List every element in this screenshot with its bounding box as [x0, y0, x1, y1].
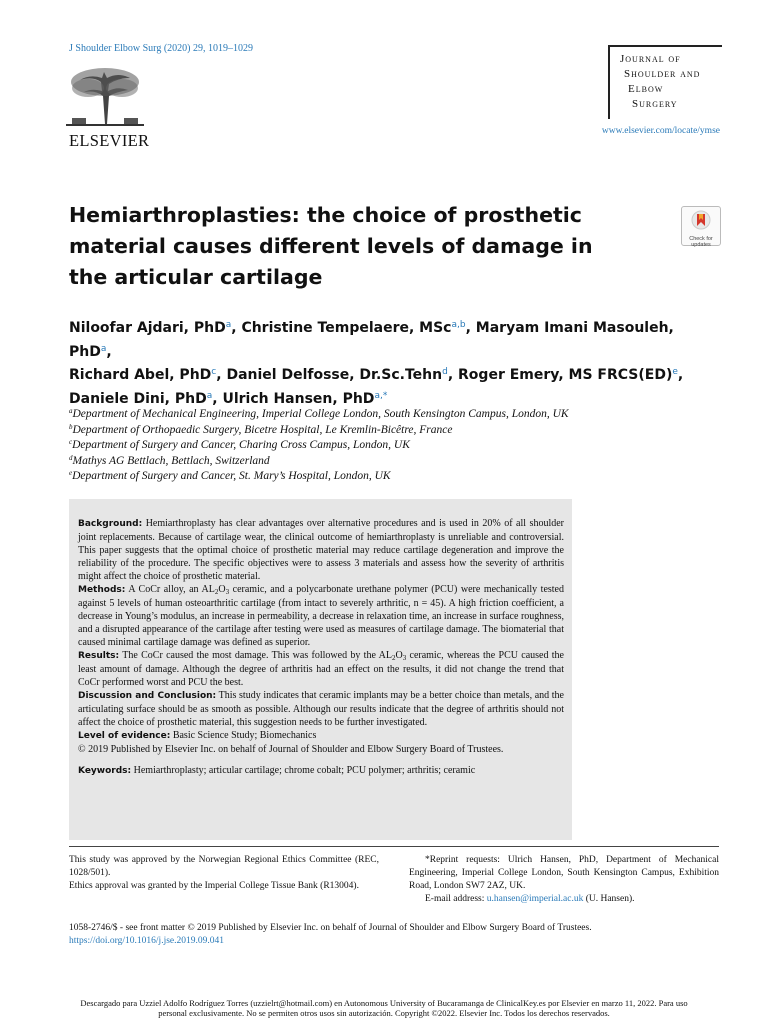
front-matter-text: 1058-2746/$ - see front matter © 2019 Published by Elsevier Inc. on behalf of Journal of Shoulder and Elbow Surgery Board of Trustees. — [69, 923, 592, 933]
affiliation-item — [69, 407, 709, 423]
abstract-copyright: © 2019 Published by Elsevier Inc. on behalf of Journal of Shoulder and Elbow Surgery Board of Trustees. — [78, 744, 504, 755]
author-affiliation-mark[interactable]: a — [100, 343, 107, 354]
download-notice: Descargado para Uzziel Adolfo Rodríguez Torres (uzzielrt@hotmail.com) en Autonomous University of Bucaramanga de ClinicalKey.es por Elsevier en marzo 11, 2022. Para uso personal exclusivamente. No se permiten otros usos sin autorización. Copyright ©2022. Elsevier Inc. Todos los derechos reservados. — [80, 998, 688, 1018]
author-separator: , — [106, 343, 112, 360]
ethics-statement-2: Ethics approval was granted by the Imperial College Tissue Bank (R13004). — [69, 881, 359, 891]
section-text: O — [395, 650, 403, 661]
publisher-name: ELSEVIER — [69, 131, 150, 150]
affiliation-text: Mathys AG Bettlach, Bettlach, Switzerland — [72, 454, 270, 467]
email-label: E-mail address: — [425, 894, 485, 904]
author-affiliation-mark[interactable]: c — [211, 367, 217, 377]
section-text: O — [218, 584, 226, 595]
journal-name-line-4: Surgery — [632, 98, 678, 110]
author-separator: , — [447, 367, 459, 383]
section-text: The CoCr caused the most damage. This was followed by the AL — [122, 650, 392, 661]
author-name: Daniel Delfosse, Dr.Sc.Tehn — [226, 367, 443, 383]
section-label: Keywords: — [78, 766, 132, 776]
journal-url-link[interactable]: www.elsevier.com/locate/ymse — [601, 126, 720, 136]
affiliation-item — [69, 423, 709, 439]
subscript: 2 — [214, 588, 219, 596]
section-text: Hemiarthroplasty has clear advantages over alternative procedures and is used in 20% of all shoulder joint replacements. Because of cartilage wear, the clinical outcome of hemiarthroplasty is unreliable and controversial. This paper suggests that the optimal choice of prosthetic material may reduce cartilage degeneration and improve the reliability of the procedure. The specific objectives were to assess 3 materials and assess how the severity of arthritis might affect the choice of prosthetic material. — [78, 518, 564, 582]
subscript: 3 — [402, 654, 407, 662]
journal-name-line-1: Journal of — [620, 53, 681, 65]
author-affiliation-mark[interactable]: a — [206, 390, 213, 401]
affiliation-mark: d — [69, 453, 73, 462]
abstract-background — [78, 517, 564, 583]
author-separator: , — [216, 367, 227, 383]
footnote-divider — [69, 846, 719, 847]
author-name: Roger Emery, MS FRCS(ED) — [458, 367, 673, 383]
section-text: Hemiarthroplasty; articular cartilage; chrome cobalt; PCU polymer; arthritis; ceramic — [133, 765, 476, 776]
ethics-footnote — [69, 854, 379, 893]
affiliation-item — [69, 469, 709, 485]
affiliation-mark: a — [69, 407, 73, 415]
abstract-level — [78, 729, 564, 743]
doi-link[interactable]: https://doi.org/10.1016/j.jse.2019.09.041 — [69, 936, 224, 946]
affiliation-text: Department of Surgery and Cancer, St. Mary’s Hospital, London, UK — [72, 470, 391, 482]
reprint-requests: *Reprint requests: Ulrich Hansen, PhD, Department of Mechanical Engineering, Imperial College London, South Kensington Campus, Exhibition Road, London SW7 2AZ, UK. — [409, 855, 719, 891]
affiliation-list — [69, 407, 709, 485]
email-link[interactable]: u.hansen@imperial.ac.uk — [486, 894, 584, 904]
author-name: Richard Abel, PhD — [69, 367, 212, 383]
journal-logo — [608, 45, 722, 119]
author-list — [69, 317, 709, 411]
author-name: Daniele Dini, PhD — [69, 390, 207, 407]
section-text: A CoCr alloy, an AL — [128, 584, 215, 595]
section-label: Background: — [78, 519, 143, 529]
section-text: ceramic, and a polycarbonate urethane polymer (PCU) were mechanically tested against 5 levels of human osteoarthritic cartilage (from intact to severely arthritic, n = 45). A high friction coefficient, a decrease in Young’s modulus, an increase in permeability, a decrease in relaxation time, an increase in surface roughness, and a disrupted appearance of the cartilage after testing were used as measures of cartilage damage. The biomaterial that caused minimal cartilage damage was defined as superior. — [78, 584, 564, 648]
elsevier-tree-logo — [66, 66, 144, 126]
affiliation-item — [69, 454, 709, 470]
journal-citation[interactable]: J Shoulder Elbow Surg (2020) 29, 1019–1029 — [69, 43, 253, 54]
author-separator: , — [231, 320, 242, 336]
article-title: Hemiarthroplasties: the choice of prosthetic material causes different levels of damage in the articular cartilage — [69, 203, 593, 289]
section-label: Results: — [78, 651, 120, 661]
journal-name-line-3: Elbow — [628, 83, 664, 95]
ethics-statement-1: This study was approved by the Norwegian Regional Ethics Committee (REC, 1028/501). — [69, 855, 379, 878]
author-affiliation-mark[interactable]: e — [672, 367, 678, 377]
affiliation-text: Department of Orthopaedic Surgery, Bicetre Hospital, Le Kremlin-Bicêtre, France — [72, 423, 453, 436]
section-text: This study indicates that ceramic implants may be a better choice than metals, and the articulating surface should be as smooth as possible. Although our results indicate that the degree of arthritis should not affect the choice of prosthetic material, this suggestion needs to be further investigated. — [78, 690, 564, 728]
author-separator: , — [677, 367, 684, 383]
section-text: Basic Science Study; Biomechanics — [172, 730, 317, 741]
author-separator: , — [465, 320, 476, 336]
affiliation-mark: c — [69, 438, 73, 446]
abstract-keywords — [78, 764, 564, 778]
affiliation-item — [69, 438, 709, 454]
author-name: Christine Tempelaere, MSc — [241, 320, 452, 336]
bookmark-icon — [691, 210, 711, 230]
affiliation-mark: b — [69, 422, 73, 431]
section-label: Methods: — [78, 585, 126, 595]
journal-name-line-2: Shoulder and — [624, 68, 701, 80]
affiliation-text: Department of Mechanical Engineering, Imperial College London, South Kensington Campus, London, UK — [72, 408, 569, 420]
abstract-results — [78, 649, 564, 689]
check-for-updates-button[interactable] — [681, 206, 721, 246]
author-separator: , — [212, 390, 223, 407]
email-line — [409, 893, 719, 906]
email-suffix: (U. Hansen). — [585, 894, 635, 904]
author-name: Maryam Imani Masouleh, PhD — [69, 320, 674, 360]
abstract-discussion — [78, 689, 564, 729]
affiliation-text: Department of Surgery and Cancer, Charing Cross Campus, London, UK — [72, 439, 410, 451]
reprint-footnote — [409, 854, 719, 906]
check-for-updates-label: Check for updates — [689, 236, 713, 248]
front-matter — [69, 922, 719, 948]
subscript: 2 — [391, 654, 396, 662]
abstract-methods — [78, 583, 564, 649]
section-text: ceramic, whereas the PCU caused the least amount of damage. Although the degree of arthritis had an effect on the results, it did not change the trend that CoCr performed worst and PCU the best. — [78, 650, 564, 688]
author-affiliation-mark[interactable]: a,* — [374, 390, 388, 401]
author-name: Ulrich Hansen, PhD — [222, 390, 375, 407]
author-affiliation-mark[interactable]: a,b — [451, 320, 466, 330]
section-label: Discussion and Conclusion: — [78, 691, 217, 701]
author-affiliation-mark[interactable]: d — [442, 367, 448, 377]
affiliation-mark: e — [69, 469, 73, 477]
abstract — [78, 517, 564, 778]
author-name: Niloofar Ajdari, PhD — [69, 320, 226, 336]
section-label: Level of evidence: — [78, 731, 171, 741]
author-affiliation-mark[interactable]: a — [225, 320, 232, 330]
subscript: 3 — [225, 588, 230, 596]
